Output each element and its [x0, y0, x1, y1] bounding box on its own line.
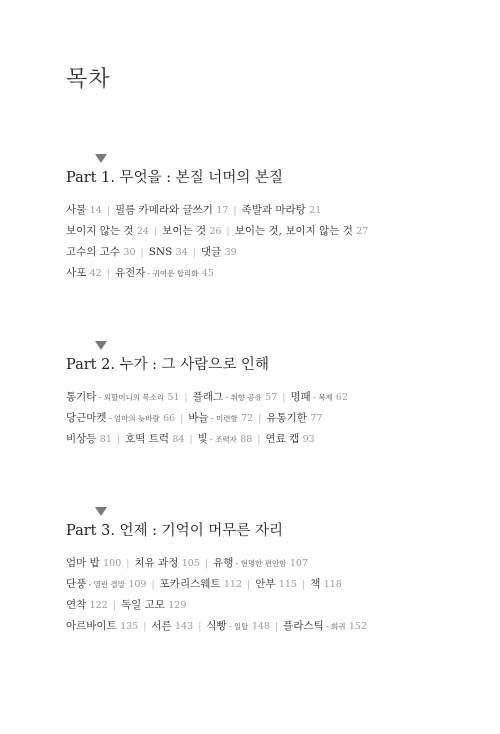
- chapter-title: 유통기한: [266, 412, 307, 424]
- separator: |: [274, 621, 279, 632]
- chapter-subtitle: - 일탈: [226, 622, 249, 631]
- toc-line: [66, 387, 348, 408]
- separator: |: [180, 413, 184, 424]
- page-number: 45: [201, 268, 214, 279]
- page-number: 118: [323, 579, 342, 590]
- chapter-title: SNS: [148, 246, 173, 258]
- separator: |: [204, 558, 209, 569]
- page-number: 42: [89, 268, 102, 279]
- chapter-title: 필름 카메라와 글쓰기: [114, 204, 213, 216]
- chapter-subtitle: - 미련함: [208, 414, 238, 423]
- chapter-title: 독일 고모: [120, 599, 165, 611]
- toc-line: [66, 221, 368, 242]
- separator: |: [247, 579, 251, 590]
- chapter-subtitle: - 열린 결말: [86, 580, 125, 589]
- chapter-list: [66, 553, 367, 637]
- chapter-title: 바늘: [188, 412, 209, 424]
- page-number: 27: [356, 226, 369, 237]
- chapter-title: 유전자: [114, 267, 146, 279]
- chapter-title: 호떡 트럭: [125, 433, 169, 445]
- page-number: 14: [89, 205, 102, 216]
- triangle-marker-icon: [95, 154, 107, 163]
- page-number: 81: [99, 434, 112, 445]
- separator: |: [189, 434, 193, 445]
- page-number: 57: [265, 392, 278, 403]
- page-title: 목차: [66, 67, 111, 92]
- chapter-title: 보이지 않는 것: [66, 225, 134, 237]
- chapter-title: 단풍: [66, 578, 87, 590]
- separator: |: [116, 434, 121, 445]
- chapter-title: 당근마켓: [66, 412, 107, 424]
- chapter-title: 족발과 마라탕: [241, 204, 306, 216]
- page-number: 112: [223, 579, 242, 590]
- page-number: 21: [309, 205, 322, 216]
- separator: |: [282, 392, 286, 403]
- separator: |: [151, 579, 155, 590]
- page-number: 107: [289, 558, 309, 569]
- page-number: 62: [335, 392, 349, 403]
- page-number: 135: [120, 621, 139, 632]
- chapter-title: 책: [310, 578, 321, 590]
- chapter-title: 유행: [213, 557, 234, 569]
- chapter-title: 안부: [255, 578, 276, 590]
- chapter-title: 사물: [66, 204, 87, 216]
- page-number: 30: [123, 247, 136, 258]
- chapter-title: 엄마 밥: [66, 557, 100, 569]
- separator: |: [126, 558, 130, 569]
- chapter-title: 연료 캡: [265, 433, 300, 445]
- page-number: 17: [216, 205, 229, 216]
- page-number: 66: [163, 413, 176, 424]
- chapter-title: 통기타: [66, 391, 97, 403]
- toc-line: [66, 263, 368, 284]
- page-number: 39: [224, 247, 237, 258]
- chapter-subtitle: - 귀여운 합리화: [145, 269, 199, 278]
- toc-line: [66, 429, 348, 450]
- chapter-subtitle: - 엄마의 늦바람: [106, 414, 160, 423]
- separator: |: [258, 413, 262, 424]
- separator: |: [198, 621, 202, 632]
- chapter-subtitle: - 외할머니의 목소리: [96, 393, 165, 402]
- page-number: 84: [172, 434, 185, 445]
- page-number: 129: [168, 600, 187, 611]
- separator: |: [106, 268, 110, 279]
- page-number: 148: [251, 621, 270, 632]
- chapter-title: 보이는 것: [162, 225, 207, 237]
- separator: |: [112, 600, 116, 611]
- page-number: 105: [181, 558, 200, 569]
- page-number: 26: [209, 226, 222, 237]
- page-number: 34: [175, 247, 188, 258]
- separator: |: [140, 247, 144, 258]
- triangle-marker-icon: [95, 341, 107, 350]
- separator: |: [143, 621, 147, 632]
- separator: |: [226, 226, 230, 237]
- page-number: 115: [278, 579, 297, 590]
- chapter-subtitle: - 현명한 편안함: [233, 559, 287, 568]
- page-number: 77: [310, 413, 323, 424]
- chapter-title: 연착: [66, 599, 87, 611]
- chapter-title: 비상등: [66, 433, 97, 445]
- chapter-subtitle: - 복제: [310, 393, 333, 402]
- chapter-title: 식빵: [206, 620, 227, 632]
- chapter-title: 보이는 것, 보이지 않는 것: [234, 225, 353, 237]
- chapter-subtitle: - 조력자: [207, 435, 237, 444]
- chapter-title: 사포: [66, 267, 87, 279]
- chapter-title: 플라스틱: [283, 620, 324, 632]
- chapter-title: 댓글: [200, 246, 222, 258]
- toc-line: [66, 595, 367, 616]
- chapter-title: 아르바이트: [66, 620, 117, 632]
- part-heading: Part 2. 누가 : 그 사람으로 인해: [66, 357, 269, 373]
- toc-line: [66, 553, 367, 574]
- toc-line: [66, 408, 348, 429]
- page-number: 24: [136, 226, 149, 237]
- separator: |: [184, 392, 188, 403]
- page-number: 72: [241, 413, 254, 424]
- page-number: 100: [103, 558, 122, 569]
- chapter-title: 플래그: [192, 391, 224, 403]
- chapter-list: [66, 387, 348, 450]
- part-heading: Part 1. 무엇을 : 본질 너머의 본질: [66, 170, 283, 186]
- separator: |: [233, 205, 237, 216]
- page-number: 143: [175, 621, 194, 632]
- separator: |: [106, 205, 110, 216]
- separator: |: [192, 247, 196, 258]
- chapter-subtitle: - 회귀: [323, 622, 346, 631]
- page-number: 122: [89, 600, 108, 611]
- chapter-title: 포카리스웨트: [159, 578, 221, 590]
- chapter-title: 서른: [151, 620, 172, 632]
- chapter-list: [66, 200, 368, 284]
- separator: |: [153, 226, 158, 237]
- page-number: 51: [167, 392, 180, 403]
- chapter-title: 치유 과정: [134, 557, 179, 569]
- chapter-title: 빛: [197, 433, 208, 445]
- triangle-marker-icon: [95, 507, 107, 516]
- separator: |: [301, 579, 306, 590]
- chapter-subtitle: - 취향 공유: [223, 393, 262, 402]
- page-number: 93: [302, 434, 315, 445]
- page-number: 109: [128, 579, 147, 590]
- toc-line: [66, 200, 368, 221]
- page-number: 88: [240, 434, 253, 445]
- part-heading: Part 3. 언제 : 기억이 머무른 자리: [66, 523, 283, 539]
- page-number: 152: [348, 621, 368, 632]
- toc-line: [66, 616, 367, 637]
- toc-line: [66, 574, 367, 595]
- separator: |: [257, 434, 261, 445]
- chapter-title: 고수의 고수: [66, 246, 121, 258]
- toc-line: [66, 242, 368, 263]
- chapter-title: 명패: [290, 391, 311, 403]
